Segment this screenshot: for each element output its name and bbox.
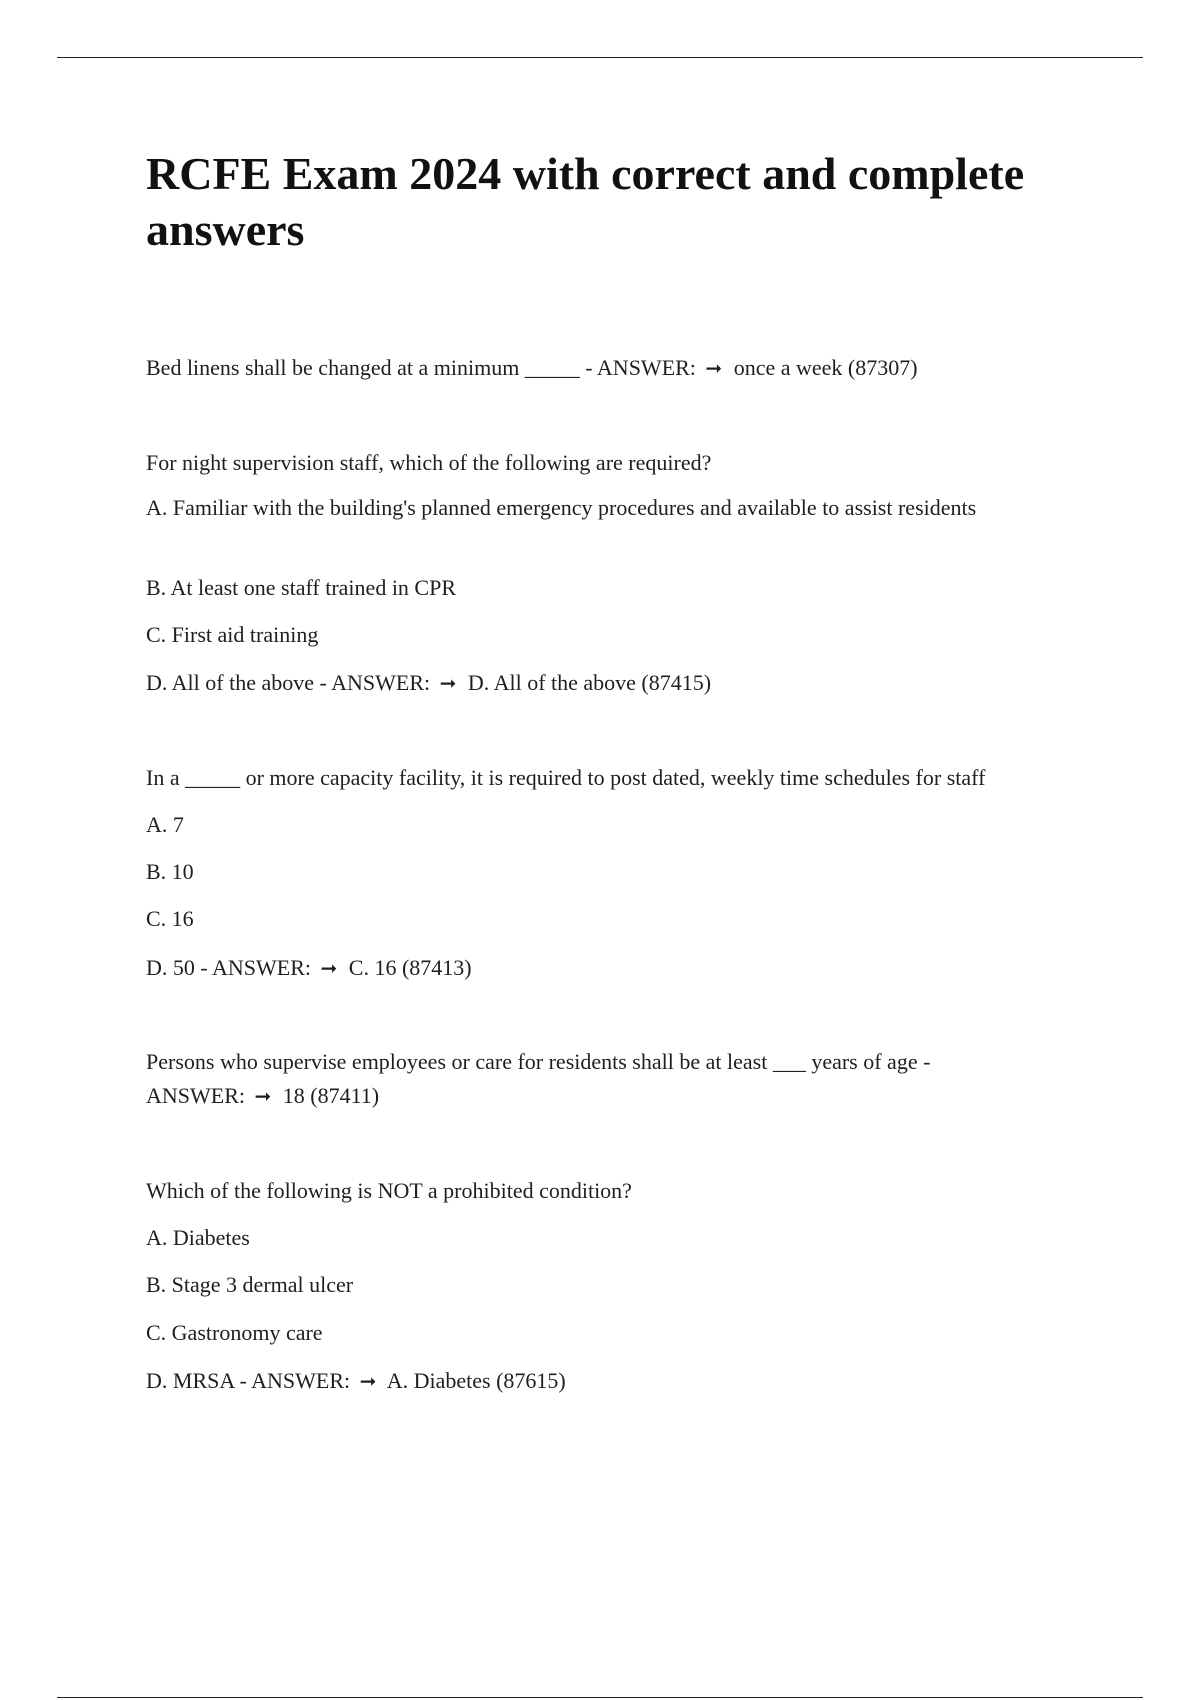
question-1-prompt: Bed linens shall be changed at a minimum _____ - ANSWER:	[146, 355, 696, 380]
right-arrow-icon: ➞	[254, 1084, 272, 1108]
question-3-option-b: B. 10	[146, 859, 194, 884]
question-5-prompt: Which of the following is NOT a prohibited condition?	[146, 1178, 632, 1203]
question-3-option-d	[146, 952, 1096, 984]
question-5-last-option: D. MRSA - ANSWER:	[146, 1368, 351, 1393]
question-3-option-a: A. 7	[146, 812, 184, 837]
question-4-prompt-cont: ANSWER:	[146, 1083, 245, 1108]
question-1	[146, 352, 1096, 384]
question-5-option-a: A. Diabetes	[146, 1225, 250, 1250]
question-3-last-option: D. 50 - ANSWER:	[146, 955, 311, 980]
right-arrow-icon: ➞	[359, 1369, 377, 1393]
question-4-answer: 18 (87411)	[282, 1083, 380, 1108]
question-4-answer-line	[146, 1080, 1096, 1112]
question-4-prompt: Persons who supervise employees or care for residents shall be at least ___ years of age -	[146, 1049, 931, 1074]
right-arrow-icon: ➞	[439, 671, 457, 695]
question-3-answer: C. 16 (87413)	[348, 955, 472, 980]
question-5-option-b: B. Stage 3 dermal ulcer	[146, 1272, 354, 1297]
question-5-option-c: C. Gastronomy care	[146, 1320, 323, 1345]
right-arrow-icon: ➞	[320, 956, 338, 980]
question-2-option-c: C. First aid training	[146, 622, 319, 647]
question-5-option-d	[146, 1365, 1096, 1397]
footer-rule	[57, 1697, 1143, 1698]
question-2-option-a: A. Familiar with the building's planned emergency procedures and available to assist residents	[146, 495, 977, 520]
question-3-option-c: C. 16	[146, 906, 194, 931]
question-2-option-b: B. At least one staff trained in CPR	[146, 575, 457, 600]
header-rule	[57, 57, 1143, 58]
question-2-answer: D. All of the above (87415)	[467, 670, 712, 695]
question-1-answer: once a week (87307)	[733, 355, 918, 380]
question-5-answer: A. Diabetes (87615)	[386, 1368, 566, 1393]
question-3-prompt: In a _____ or more capacity facility, it is required to post dated, weekly time schedules for staff	[146, 765, 986, 790]
question-2-last-option: D. All of the above - ANSWER:	[146, 670, 431, 695]
question-2-option-d	[146, 667, 1096, 699]
page-title: RCFE Exam 2024 with correct and complete answers	[146, 148, 1025, 255]
right-arrow-icon: ➞	[705, 356, 723, 380]
question-2-prompt: For night supervision staff, which of the following are required?	[146, 450, 712, 475]
